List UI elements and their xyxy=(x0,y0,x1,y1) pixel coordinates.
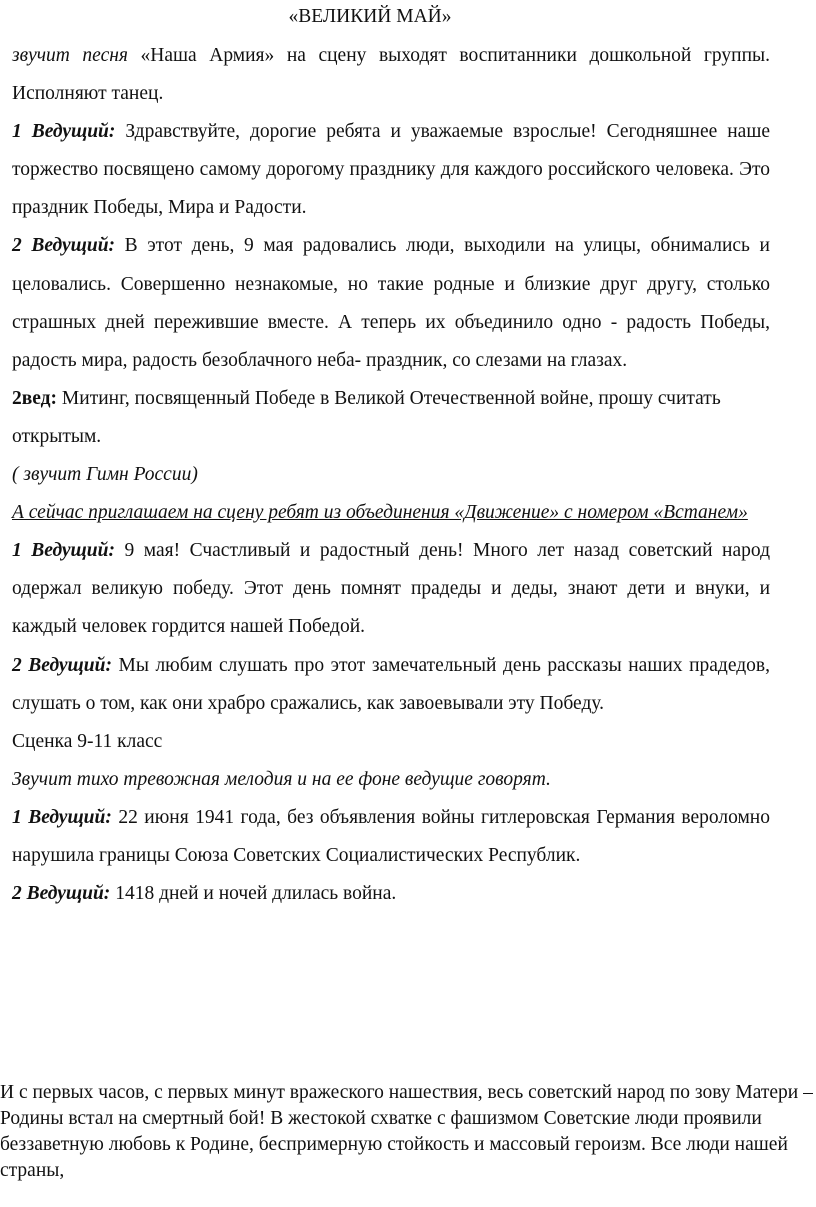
paragraph-text: Здравствуйте, дорогие ребята и уважаемые взрослые! Сегодняшнее наше торжество посвящено самому дорогому празднику для каждого российского человека. Это праздник Победы, Мира и Радости. xyxy=(12,121,770,219)
document-body xyxy=(12,37,770,913)
document-title: «ВЕЛИКИЙ МАЙ» xyxy=(288,6,452,27)
speaker-label: 2 Ведущий: xyxy=(12,883,111,905)
paragraph-host1-june22 xyxy=(12,799,770,875)
stage-direction: звучит песня xyxy=(12,45,128,66)
paragraph-rally-open xyxy=(12,380,770,456)
paragraph-invitation xyxy=(12,494,770,532)
paragraph-host2-stories xyxy=(12,647,770,723)
stage-direction: А сейчас приглашаем на сцену ребят из объединения «Движение» с номером «Встанем» xyxy=(12,502,748,524)
paragraph-host1-may9 xyxy=(12,532,770,646)
paragraph-text: Митинг, посвященный Победе в Великой Отечественной войне, прошу считать открытым. xyxy=(12,387,721,447)
paragraph-host2-1418 xyxy=(12,875,770,913)
paragraph-text: В этот день, 9 мая радовались люди, выходили на улицы, обнимались и целовались. Совершенно незнакомые, но такие родные и близкие друг другу, столько страшных дней пережившие вместе. А теперь их объединило одно - радость Победы, радость мира, радость безоблачного неба- праздник, со слезами на глазах. xyxy=(12,235,770,371)
paragraph-text: «Наша Армия» на сцену выходят воспитанники дошкольной группы. Исполняют танец. xyxy=(12,45,771,105)
speaker-label: 1 Ведущий: xyxy=(12,540,115,562)
paragraph-text: Сценка 9-11 класс xyxy=(12,730,163,752)
paragraph-text: 22 июня 1941 года, без объявления войны гитлеровская Германия вероломно нарушила границы Союза Советских Социалистических Республик. xyxy=(12,806,770,866)
stage-direction: ( звучит Гимн России) xyxy=(12,464,198,486)
speaker-label: 2вед: xyxy=(12,387,58,409)
paragraph-scene xyxy=(12,723,770,761)
stage-direction: Звучит тихо тревожная мелодия и на ее фоне ведущие говорят. xyxy=(12,768,551,790)
paragraph-text: Мы любим слушать про этот замечательный день рассказы наших прадедов, слушать о том, как они храбро сражались, как завоевывали эту Победу. xyxy=(12,654,770,714)
paragraph-tail: И с первых часов, с первых минут вражеского нашествия, весь советский народ по зову Матери – Родины встал на смертный бой! В жестокой схватке с фашизмом Советские люди проявили беззаветную любовь к Родине, беспримерную стойкость и массовый героизм. Все люди нашей страны, xyxy=(0,1082,813,1181)
speaker-label: 1 Ведущий: xyxy=(12,806,112,828)
paragraph-melody xyxy=(12,761,770,799)
paragraph-text: 1418 дней и ночей длилась война. xyxy=(110,883,397,905)
speaker-label: 1 Ведущий: xyxy=(12,121,116,143)
paragraph-host1-greeting xyxy=(12,113,770,227)
paragraph-text: 9 мая! Счастливый и радостный день! Много лет назад советский народ одержал великую победу. Этот день помнят прадеды и деды, знают дети и внуки, и каждый человек гордится нашей Победой. xyxy=(12,540,770,638)
paragraph-intro xyxy=(12,37,770,113)
paragraph-host2-may9 xyxy=(12,227,770,379)
paragraph-anthem xyxy=(12,456,770,494)
speaker-label: 2 Ведущий: xyxy=(12,235,116,257)
speaker-label: 2 Ведущий: xyxy=(12,654,112,676)
